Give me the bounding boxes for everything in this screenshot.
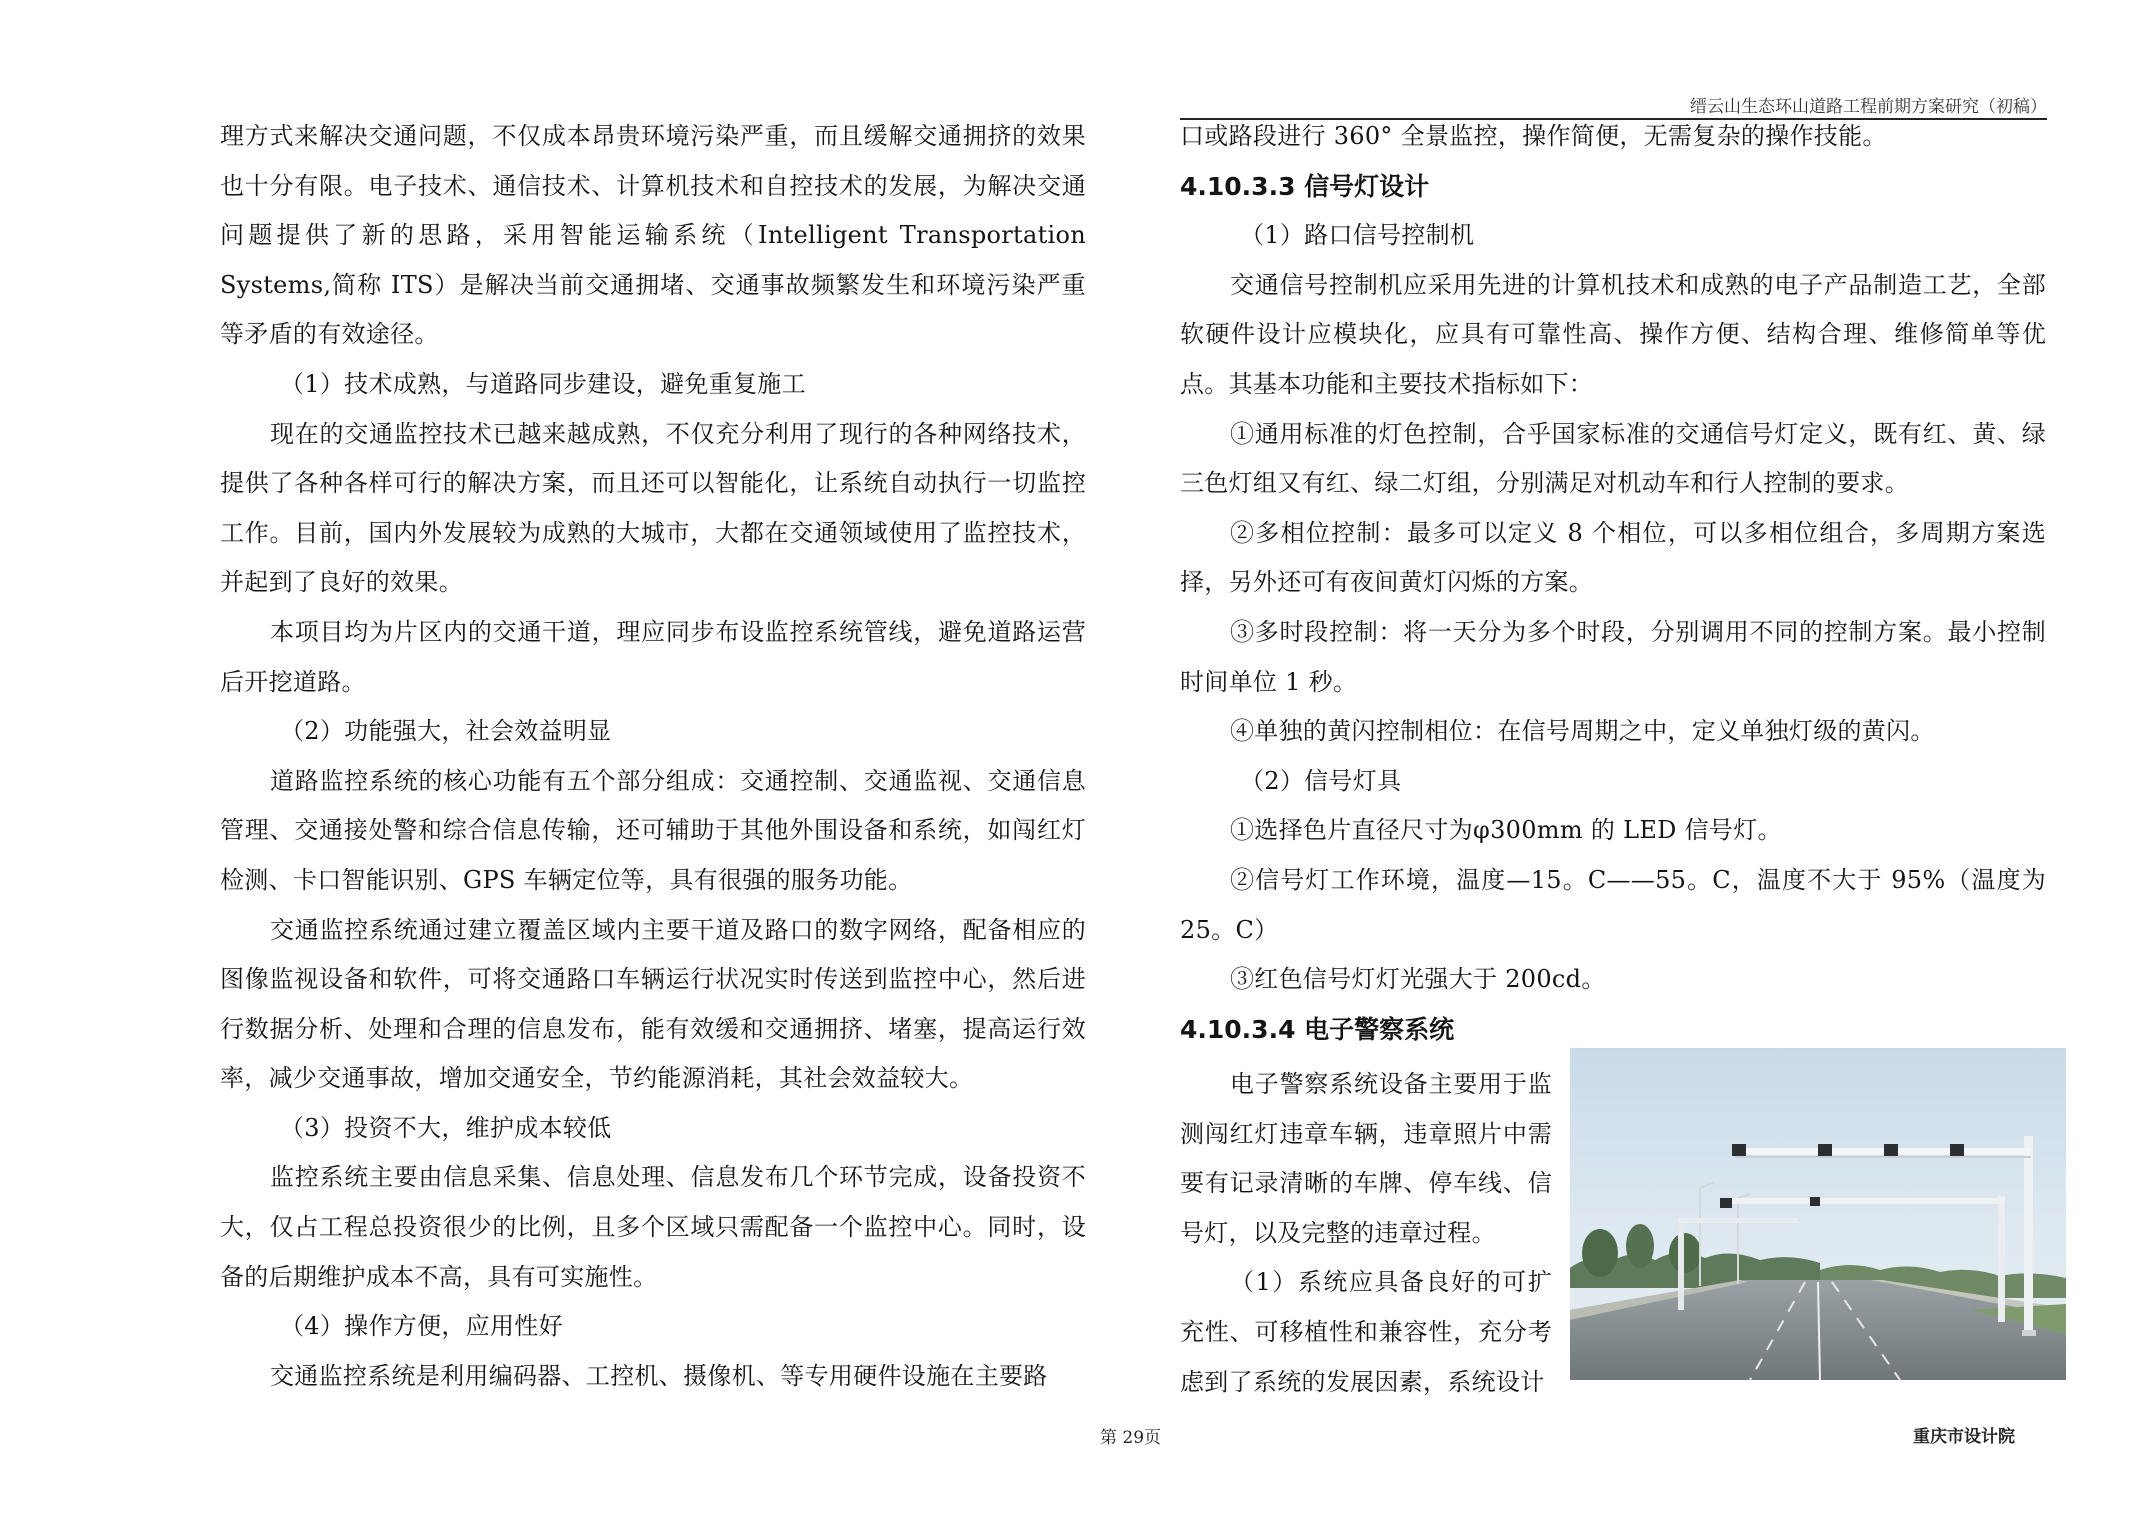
right-text-column xyxy=(1180,112,2046,1054)
paragraph: 交通监控系统是利用编码器、工控机、摄像机、等专用硬件设施在主要路 xyxy=(270,1361,1048,1390)
institute-name: 重庆市设计院 xyxy=(1913,1427,2015,1447)
list-item: ③红色信号灯灯光强大于 200cd。 xyxy=(1230,965,1606,994)
page-number: 第 29页 xyxy=(1100,1428,1162,1448)
subheading: （1）路口信号控制机 xyxy=(1240,221,1475,250)
section-heading: 4.10.3.3 信号灯设计 xyxy=(1180,171,1430,201)
subheading: （1）技术成熟，与道路同步建设，避免重复施工 xyxy=(280,369,806,398)
paragraph: 监控系统主要由信息采集、信息处理、信息发布几个环节完成，设备投资不大，仅占工程总投资很少的比例，且多个区域只需配备一个监控中心。同时，设备的后期维护成本不高，具有可实施性。 xyxy=(220,1163,1086,1291)
list-item: ①选择色片直径尺寸为φ300mm 的 LED 信号灯。 xyxy=(1230,816,1782,845)
running-header-title: 缙云山生态环山道路工程前期方案研究（初稿） xyxy=(1690,97,2047,117)
paragraph: 电子警察系统设备主要用于监测闯红灯违章车辆，违章照片中需要有记录清晰的车牌、停车线、信号灯，以及完整的违章过程。 xyxy=(1180,1070,1552,1247)
paragraph: 口或路段进行 360° 全景监控，操作简便，无需复杂的操作技能。 xyxy=(1180,122,1887,150)
section-heading: 4.10.3.4 电子警察系统 xyxy=(1180,1014,1455,1044)
paragraph: 本项目均为片区内的交通干道，理应同步布设监控系统管线，避免道路运营后开挖道路。 xyxy=(220,617,1086,696)
paragraph: 理方式来解决交通问题，不仅成本昂贵环境污染严重，而且缓解交通拥挤的效果也十分有限。电子技术、通信技术、计算机技术和自控技术的发展，为解决交通问题提供了新的思路，采用智能运输系统（Intelligent Transportation Systems,简称 ITS）是解决当前交通拥堵、交通事故频繁发生和环境污染严重等矛盾的有效途径。 xyxy=(220,122,1086,349)
subheading: （4）操作方便，应用性好 xyxy=(280,1312,563,1341)
list-item: ③多时段控制：将一天分为多个时段，分别调用不同的控制方案。最小控制时间单位 1 秒。 xyxy=(1180,617,2046,696)
left-text-column xyxy=(220,112,1086,1401)
subheading: （2）信号灯具 xyxy=(1240,766,1402,795)
list-item: ②信号灯工作环境，温度—15。C——55。C，温度不大于 95%（温度为 25。C） xyxy=(1180,865,2046,944)
paragraph: （1）系统应具备良好的可扩充性、可移植性和兼容性，充分考虑到了系统的发展因素，系统设计 xyxy=(1180,1268,1552,1396)
electronic-police-gantry-photo xyxy=(1570,1048,2066,1380)
paragraph: 现在的交通监控技术已越来越成熟，不仅充分利用了现行的各种网络技术，提供了各种各样可行的解决方案，而且还可以智能化，让系统自动执行一切监控工作。目前，国内外发展较为成熟的大城市，大都在交通领域使用了监控技术，并起到了良好的效果。 xyxy=(220,419,1086,597)
paragraph: 道路监控系统的核心功能有五个部分组成：交通控制、交通监视、交通信息管理、交通接处警和综合信息传输，还可辅助于其他外围设备和系统，如闯红灯检测、卡口智能识别、GPS 车辆定位等，具有很强的服务功能。 xyxy=(220,766,1086,894)
list-item: ②多相位控制：最多可以定义 8 个相位，可以多相位组合，多周期方案选择，另外还可有夜间黄灯闪烁的方案。 xyxy=(1180,518,2046,597)
subheading: （3）投资不大，维护成本较低 xyxy=(280,1113,612,1142)
wrapped-text-beside-photo xyxy=(1180,1060,1552,1407)
list-item: ④单独的黄闪控制相位：在信号周期之中，定义单独灯级的黄闪。 xyxy=(1230,717,1935,746)
paragraph: 交通信号控制机应采用先进的计算机技术和成熟的电子产品制造工艺，全部软硬件设计应模块化，应具有可靠性高、操作方便、结构合理、维修简单等优点。其基本功能和主要技术指标如下： xyxy=(1180,270,2046,398)
list-item: ①通用标准的灯色控制，合乎国家标准的交通信号灯定义，既有红、黄、绿三色灯组又有红、绿二灯组，分别满足对机动车和行人控制的要求。 xyxy=(1180,419,2046,498)
paragraph: 交通监控系统通过建立覆盖区域内主要干道及路口的数字网络，配备相应的图像监视设备和软件，可将交通路口车辆运行状况实时传送到监控中心，然后进行数据分析、处理和合理的信息发布，能有效缓和交通拥挤、堵塞，提高运行效率，减少交通事故，增加交通安全，节约能源消耗，其社会效益较大。 xyxy=(220,915,1086,1093)
subheading: （2）功能强大，社会效益明显 xyxy=(280,717,612,746)
